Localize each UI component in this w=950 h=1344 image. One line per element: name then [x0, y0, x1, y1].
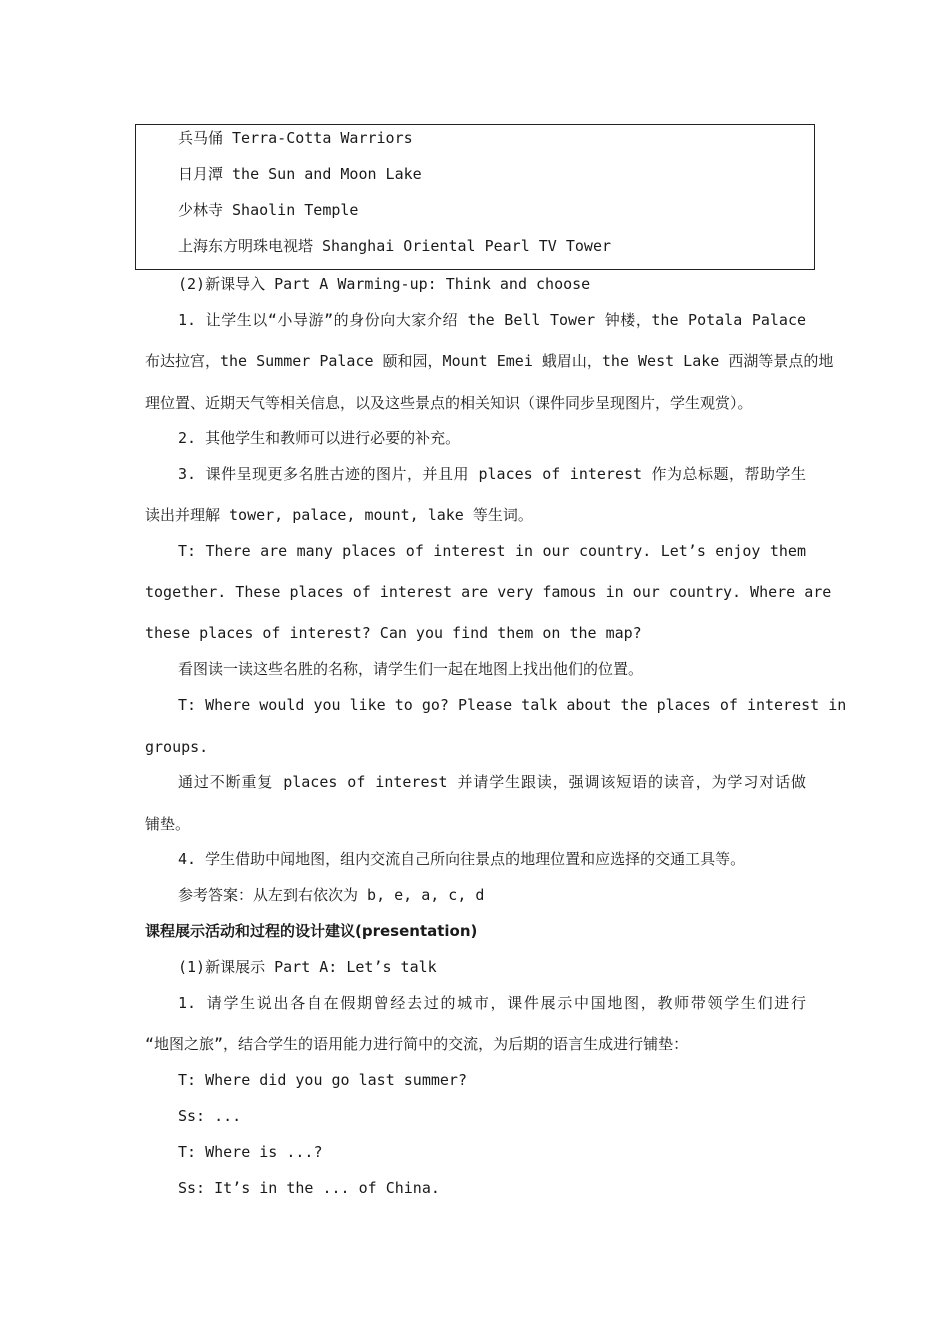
vocabulary-box — [135, 124, 815, 270]
dialogue-line: T: Where would you like to go? Please talk about the places of interest in — [178, 696, 847, 714]
paragraph-line: 看图读一读这些名胜的名称，请学生们一起在地图上找出他们的位置。 — [178, 660, 644, 678]
paragraph-line: “地图之旅”，结合学生的语用能力进行简中的交流，为后期的语言生成进行铺垫： — [145, 1035, 689, 1053]
section-heading: 课程展示活动和过程的设计建议(presentation) — [145, 922, 478, 940]
dialogue-line: Ss: ... — [178, 1107, 242, 1125]
dialogue-line: Ss: It’s in the ... of China. — [178, 1179, 440, 1197]
dialogue-line: T: Where did you go last summer? — [178, 1071, 467, 1089]
paragraph-line: 铺垫。 — [145, 815, 191, 833]
answer-line: 参考答案：从左到右依次为 b, e, a, c, d — [178, 886, 485, 904]
dialogue-line: together. These places of interest are very famous in our country. Where are — [145, 583, 832, 601]
dialogue-line: T: Where is ...? — [178, 1143, 323, 1161]
dialogue-line: groups. — [145, 738, 209, 756]
paragraph-line: 通过不断重复 places of interest 并请学生跟读，强调该短语的读音，为学习对话做 — [178, 773, 806, 791]
dialogue-line: T: There are many places of interest in our country. Let’s enjoy them — [178, 542, 806, 560]
paragraph-line: 布达拉宫，the Summer Palace 颐和园，Mount Emei 蛾眉山，the West Lake 西湖等景点的地 — [145, 352, 834, 370]
paragraph-line: 3. 课件呈现更多名胜古迹的图片，并且用 places of interest 作为总标题，帮助学生 — [178, 465, 806, 483]
warmup-title: (2)新课导入 Part A Warming-up: Think and choose — [178, 275, 591, 293]
paragraph-line: 读出并理解 tower, palace, mount, lake 等生词。 — [145, 506, 533, 524]
paragraph-line: 1. 让学生以“小导游”的身份向大家介绍 the Bell Tower 钟楼，the Potala Palace — [178, 311, 806, 329]
box-item: 上海东方明珠电视塔 Shanghai Oriental Pearl TV Tower — [178, 237, 612, 255]
dialogue-line: these places of interest? Can you find them on the map? — [145, 624, 642, 642]
paragraph-line: 2. 其他学生和教师可以进行必要的补充。 — [178, 429, 461, 447]
box-item: 兵马俑 Terra-Cotta Warriors — [178, 129, 413, 147]
paragraph-line: 1. 请学生说出各自在假期曾经去过的城市，课件展示中国地图，教师带领学生们进行 — [178, 994, 806, 1012]
box-item: 日月潭 the Sun and Moon Lake — [178, 165, 422, 183]
box-item: 少林寺 Shaolin Temple — [178, 201, 359, 219]
paragraph-line: 理位置、近期天气等相关信息，以及这些景点的相关知识（课件同步呈现图片，学生观赏）。 — [145, 394, 753, 412]
paragraph-line: 4. 学生借助中闻地图，组内交流自己所向往景点的地理位置和应选择的交通工具等。 — [178, 850, 746, 868]
presentation-title: (1)新课展示 Part A: Let’s talk — [178, 958, 437, 976]
